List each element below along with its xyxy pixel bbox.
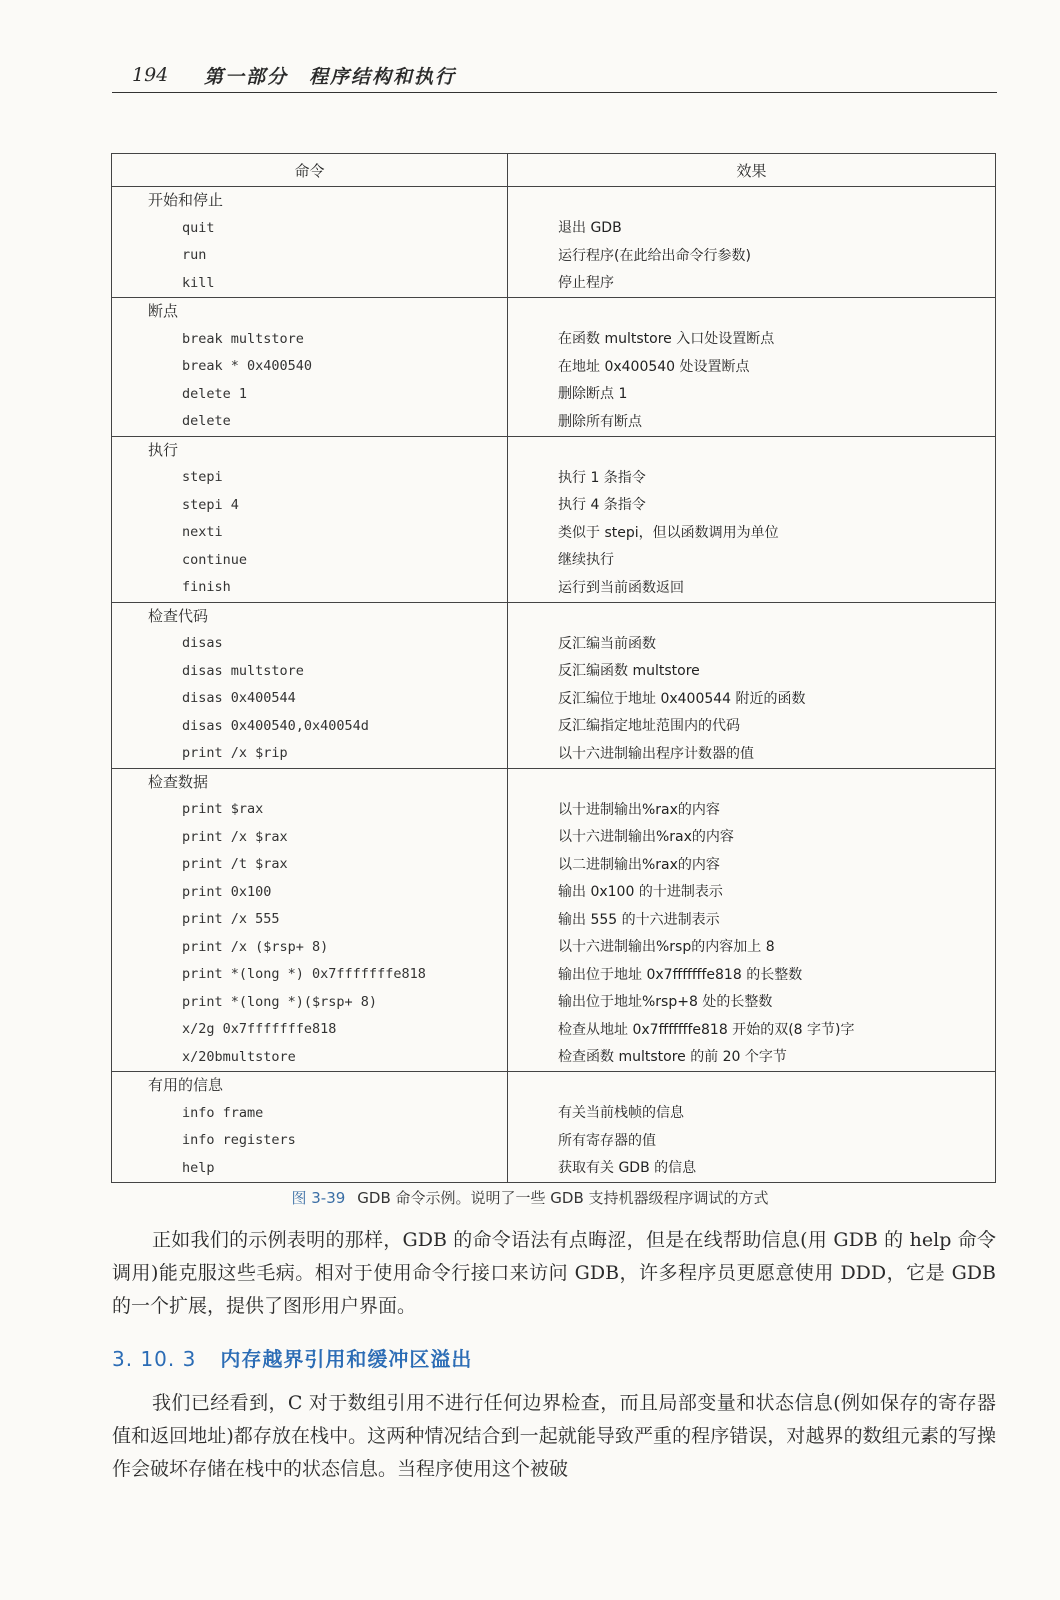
- table-row: [112, 658, 996, 686]
- gdb-command-table: [111, 153, 996, 1183]
- command-cell: nexti: [112, 519, 508, 547]
- command-cell: delete 1: [112, 381, 508, 409]
- effect-cell: 检查从地址 0x7fffffffe818 开始的双(8 字节)字: [508, 1016, 996, 1044]
- command-cell: print *(long *)($rsp+ 8): [112, 989, 508, 1017]
- command-cell: disas 0x400544: [112, 685, 508, 713]
- table-row: [112, 685, 996, 713]
- figure-caption: [0, 1187, 1060, 1208]
- command-cell: print 0x100: [112, 879, 508, 907]
- table-row: [112, 326, 996, 354]
- effect-cell: 删除断点 1: [508, 381, 996, 409]
- command-cell: x/2g 0x7fffffffe818: [112, 1016, 508, 1044]
- effect-cell: 以十六进制输出程序计数器的值: [508, 740, 996, 768]
- effect-cell: 运行程序(在此给出命令行参数): [508, 242, 996, 270]
- effect-cell: 以二进制输出%rax的内容: [508, 851, 996, 879]
- command-cell: disas multstore: [112, 658, 508, 686]
- command-cell: info registers: [112, 1127, 508, 1155]
- table-row: [112, 630, 996, 658]
- table-row: [112, 242, 996, 270]
- table-row: [112, 215, 996, 243]
- command-cell: break * 0x400540: [112, 353, 508, 381]
- command-cell: x/20bmultstore: [112, 1044, 508, 1072]
- section-number: 3. 10. 3: [112, 1347, 197, 1371]
- command-cell: disas 0x400540,0x40054d: [112, 713, 508, 741]
- section-title-row: [112, 602, 996, 630]
- command-cell: info frame: [112, 1100, 508, 1128]
- effect-cell: 以十进制输出%rax的内容: [508, 796, 996, 824]
- table-row: [112, 961, 996, 989]
- table-row: [112, 381, 996, 409]
- section-title-cell: 断点: [112, 298, 508, 326]
- body-paragraph-2: 我们已经看到，C 对于数组引用不进行任何边界检查，而且局部变量和状态信息(例如保存的寄存器值和返回地址)都存放在栈中。这两种情况结合到一起就能导致严重的程序错误，对越界的数组元素的写操作会破坏存储在栈中的状态信息。当程序使用这个被破: [112, 1392, 996, 1480]
- table-row: [112, 713, 996, 741]
- command-cell: break multstore: [112, 326, 508, 354]
- command-cell: finish: [112, 574, 508, 602]
- table-row: [112, 1016, 996, 1044]
- section-title-effect-cell: [508, 602, 996, 630]
- section-title-cell: 检查数据: [112, 768, 508, 796]
- table-row: [112, 906, 996, 934]
- effect-cell: 删除所有断点: [508, 408, 996, 436]
- command-cell: print /x 555: [112, 906, 508, 934]
- section-title-row: [112, 1072, 996, 1100]
- table-row: [112, 740, 996, 768]
- effect-cell: 执行 4 条指令: [508, 492, 996, 520]
- effect-cell: 反汇编函数 multstore: [508, 658, 996, 686]
- effect-cell: 继续执行: [508, 547, 996, 575]
- table-row: [112, 519, 996, 547]
- effect-cell: 在函数 multstore 入口处设置断点: [508, 326, 996, 354]
- effect-cell: 输出位于地址 0x7fffffffe818 的长整数: [508, 961, 996, 989]
- section-title-effect-cell: [508, 768, 996, 796]
- command-cell: stepi 4: [112, 492, 508, 520]
- body-paragraph-1: 正如我们的示例表明的那样，GDB 的命令语法有点晦涩，但是在线帮助信息(用 GDB 的 help 命令调用)能克服这些毛病。相对于使用命令行接口来访问 GDB，许多程序员更愿意使用 DDD，它是 GDB 的一个扩展，提供了图形用户界面。: [112, 1229, 996, 1317]
- effect-cell: 反汇编当前函数: [508, 630, 996, 658]
- effect-cell: 以十六进制输出%rax的内容: [508, 824, 996, 852]
- table-row: [112, 492, 996, 520]
- section-title-effect-cell: [508, 298, 996, 326]
- figure-caption-text: GDB 命令示例。说明了一些 GDB 支持机器级程序调试的方式: [357, 1189, 769, 1207]
- table-row: [112, 1100, 996, 1128]
- effect-cell: 退出 GDB: [508, 215, 996, 243]
- command-cell: help: [112, 1155, 508, 1183]
- table-row: [112, 464, 996, 492]
- section-title-row: [112, 187, 996, 215]
- command-cell: stepi: [112, 464, 508, 492]
- section-title-effect-cell: [508, 1072, 996, 1100]
- page-header: [112, 60, 997, 93]
- table-row: [112, 1127, 996, 1155]
- table-row: [112, 574, 996, 602]
- effect-cell: 反汇编指定地址范围内的代码: [508, 713, 996, 741]
- effect-cell: 在地址 0x400540 处设置断点: [508, 353, 996, 381]
- command-cell: print /x ($rsp+ 8): [112, 934, 508, 962]
- command-cell: print /x $rip: [112, 740, 508, 768]
- command-cell: run: [112, 242, 508, 270]
- command-cell: print $rax: [112, 796, 508, 824]
- command-cell: print /t $rax: [112, 851, 508, 879]
- effect-cell: 反汇编位于地址 0x400544 附近的函数: [508, 685, 996, 713]
- section-title-cell: 检查代码: [112, 602, 508, 630]
- command-cell: print *(long *) 0x7fffffffe818: [112, 961, 508, 989]
- command-cell: kill: [112, 270, 508, 298]
- section-title: 内存越界引用和缓冲区溢出: [220, 1347, 473, 1371]
- effect-cell: 检查函数 multstore 的前 20 个字节: [508, 1044, 996, 1072]
- effect-cell: 以十六进制输出%rsp的内容加上 8: [508, 934, 996, 962]
- command-cell: disas: [112, 630, 508, 658]
- table-row: [112, 851, 996, 879]
- effect-cell: 输出 0x100 的十进制表示: [508, 879, 996, 907]
- table-row: [112, 796, 996, 824]
- command-cell: continue: [112, 547, 508, 575]
- running-title: 第一部分 程序结构和执行: [204, 66, 457, 88]
- section-title-effect-cell: [508, 436, 996, 464]
- section-title-row: [112, 768, 996, 796]
- effect-cell: 输出 555 的十六进制表示: [508, 906, 996, 934]
- section-heading: [112, 1343, 472, 1372]
- command-cell: print /x $rax: [112, 824, 508, 852]
- table-row: [112, 879, 996, 907]
- section-title-effect-cell: [508, 187, 996, 215]
- effect-cell: 所有寄存器的值: [508, 1127, 996, 1155]
- table-row: [112, 353, 996, 381]
- table-row: [112, 1155, 996, 1183]
- command-cell: quit: [112, 215, 508, 243]
- command-cell: delete: [112, 408, 508, 436]
- table-row: [112, 270, 996, 298]
- table-body: [112, 187, 996, 1183]
- effect-cell: 获取有关 GDB 的信息: [508, 1155, 996, 1183]
- table-row: [112, 408, 996, 436]
- effect-cell: 停止程序: [508, 270, 996, 298]
- section-title-cell: 执行: [112, 436, 508, 464]
- section-title-row: [112, 436, 996, 464]
- figure-label: 图 3-39: [291, 1189, 346, 1207]
- table-row: [112, 989, 996, 1017]
- effect-cell: 输出位于地址%rsp+8 处的长整数: [508, 989, 996, 1017]
- effect-cell: 运行到当前函数返回: [508, 574, 996, 602]
- effect-cell: 有关当前栈帧的信息: [508, 1100, 996, 1128]
- effect-cell: 执行 1 条指令: [508, 464, 996, 492]
- section-title-cell: 开始和停止: [112, 187, 508, 215]
- table-row: [112, 547, 996, 575]
- table-row: [112, 1044, 996, 1072]
- page-number: 194: [132, 64, 169, 86]
- table-row: [112, 824, 996, 852]
- table-row: [112, 934, 996, 962]
- col-header-command: 命令: [112, 154, 508, 187]
- col-header-effect: 效果: [508, 154, 996, 187]
- section-title-row: [112, 298, 996, 326]
- section-title-cell: 有用的信息: [112, 1072, 508, 1100]
- effect-cell: 类似于 stepi，但以函数调用为单位: [508, 519, 996, 547]
